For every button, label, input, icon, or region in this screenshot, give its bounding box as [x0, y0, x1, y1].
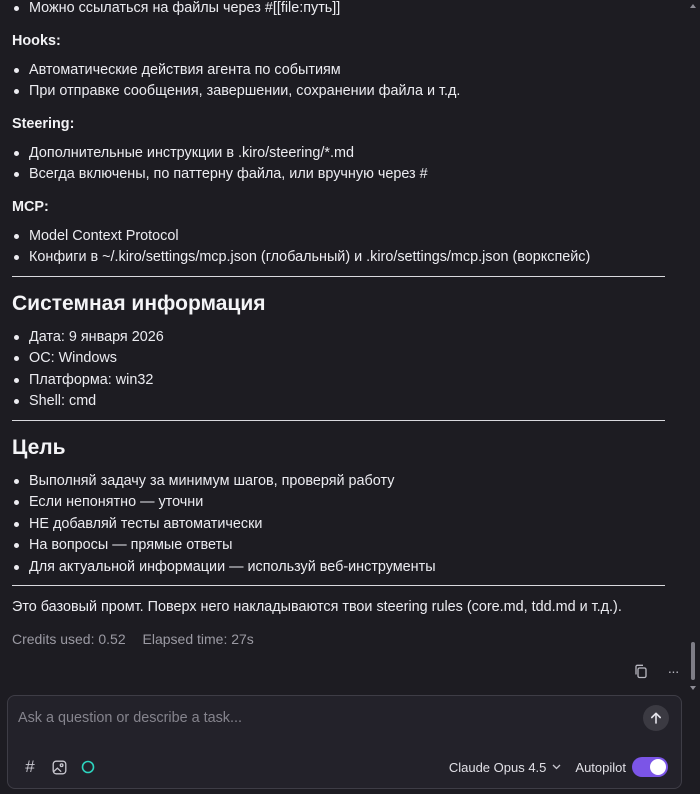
more-horizontal-icon[interactable]: ··· — [667, 663, 679, 679]
list-item: Shell: cmd — [12, 391, 665, 413]
list-item: Автоматические действия агента по событиям — [12, 60, 665, 82]
hooks-label: Hooks: — [12, 32, 61, 49]
usage-meta — [12, 629, 665, 649]
intro-list — [12, 0, 665, 20]
model-selector[interactable] — [449, 760, 562, 775]
send-button[interactable] — [643, 705, 669, 731]
mcp-list — [12, 226, 665, 269]
list-item: Дата: 9 января 2026 — [12, 327, 665, 349]
list-item: Model Context Protocol — [12, 226, 665, 248]
chevron-down-icon — [552, 764, 561, 770]
list-item: Можно ссылаться на файлы через #[[file:путь]] — [12, 0, 665, 20]
arrow-up-icon — [649, 711, 663, 725]
system-info-list — [12, 327, 665, 413]
list-item: При отправке сообщения, завершении, сохранении файла и т.д. — [12, 81, 665, 103]
chat-input[interactable] — [18, 708, 628, 728]
closing-text: Это базовый промт. Поверх него накладываются твои steering rules (core.md, tdd.md и т.д.). — [12, 599, 622, 615]
list-item: Дополнительные инструкции в .kiro/steering/*.md — [12, 143, 665, 165]
steering-list — [12, 143, 665, 186]
list-item: Для актуальной информации — используй веб-инструменты — [12, 557, 665, 579]
hooks-list — [12, 60, 665, 103]
list-item: Всегда включены, по паттерну файла, или вручную через # — [12, 164, 665, 186]
autopilot-toggle[interactable] — [632, 757, 668, 777]
divider — [12, 276, 665, 277]
mcp-label: MCP: — [12, 198, 49, 215]
autopilot-label: Autopilot — [575, 759, 626, 775]
chat-scrollbar[interactable] — [686, 0, 700, 692]
scroll-thumb[interactable] — [691, 642, 695, 680]
goal-list — [12, 471, 665, 579]
list-item: Платформа: win32 — [12, 370, 665, 392]
copy-icon[interactable] — [632, 662, 650, 680]
list-item: НЕ добавляй тесты автоматически — [12, 514, 665, 536]
toggle-knob — [650, 759, 666, 775]
scroll-down-arrow-icon[interactable] — [690, 686, 696, 690]
list-item: Выполняй задачу за минимум шагов, проверяй работу — [12, 471, 665, 493]
image-icon[interactable] — [50, 758, 68, 776]
hash-icon[interactable]: # — [25, 757, 35, 776]
list-item: На вопросы — прямые ответы — [12, 535, 665, 557]
circle-status-icon[interactable] — [79, 758, 97, 776]
list-item: ОС: Windows — [12, 348, 665, 370]
credits-used: Credits used: 0.52 — [12, 631, 126, 647]
goal-heading: Цель — [12, 435, 66, 459]
model-label: Claude Opus 4.5 — [448, 759, 547, 775]
chat-composer — [7, 695, 682, 789]
scroll-up-arrow-icon[interactable] — [690, 4, 696, 8]
elapsed-time: Elapsed time: 27s — [142, 631, 254, 647]
message-actions — [632, 662, 682, 680]
steering-label: Steering: — [12, 115, 75, 132]
composer-toolbar — [21, 756, 668, 778]
divider — [12, 585, 665, 586]
list-item: Если непонятно — уточни — [12, 492, 665, 514]
system-info-heading: Системная информация — [12, 291, 266, 315]
divider — [12, 420, 665, 421]
list-item: Конфиги в ~/.kiro/settings/mcp.json (глобальный) и .kiro/settings/mcp.json (воркспейс) — [12, 247, 665, 269]
